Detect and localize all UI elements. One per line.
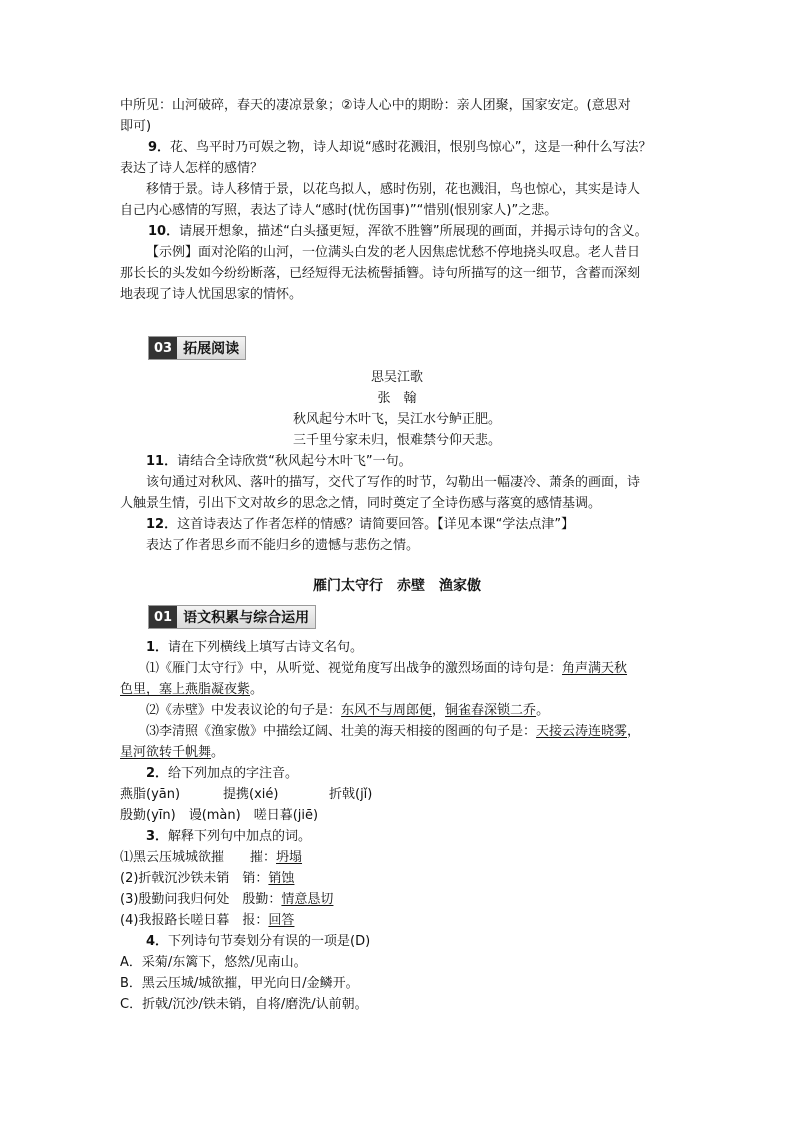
question-1-item-1-cont bbox=[120, 680, 263, 700]
option-a: A．采菊/东篱下，悠然/见南山。 bbox=[120, 955, 307, 970]
poem-line-1: 秋风起兮木叶飞，吴江水兮鲈正肥。 bbox=[292, 412, 501, 427]
answer-11-line-2: 人触景生情，引出下文对故乡的思念之情，同时奠定了全诗伤感与落寞的感情基调。 bbox=[120, 496, 602, 511]
answer-12: 表达了作者思乡而不能归乡的遗憾与悲伤之情。 bbox=[146, 538, 420, 553]
question-9-line-2: 表达了诗人怎样的感情？ bbox=[120, 161, 264, 176]
question-number: 2． bbox=[146, 766, 169, 781]
item-text: ⑶李清照《渔家傲》中描绘辽阔、壮美的海天相接的图画的句子是： bbox=[146, 724, 537, 739]
question-1-item-2 bbox=[146, 701, 549, 721]
item-text: (3)殷勤问我归何处 殷勤： bbox=[120, 892, 282, 907]
question-text: 请展开想象，描述“白头搔更短，浑欲不胜簪”所展现的画面，并揭示诗句的含义。 bbox=[179, 224, 648, 239]
question-1-item-3-cont bbox=[120, 743, 224, 763]
question-text: 解释下列句中加点的词。 bbox=[168, 829, 312, 844]
item-text: ⑵《赤壁》中发表议论的句子是： bbox=[146, 703, 342, 718]
question-3-item-1 bbox=[120, 848, 302, 868]
answer-11-line-1: 该句通过对秋风、落叶的描写，交代了写作的时节，勾勒出一幅凄冷、萧条的画面，诗 bbox=[146, 475, 641, 490]
question-text: 给下列加点的字注音。 bbox=[168, 766, 299, 781]
poem-author: 张 翰 bbox=[377, 391, 417, 406]
punctuation: 。 bbox=[250, 682, 264, 697]
question-3-item-2 bbox=[120, 869, 294, 889]
question-number: 4． bbox=[146, 934, 169, 949]
question-text: 这首诗表达了作者怎样的情感？请简要回答。【详见本课“学法点津”】 bbox=[177, 517, 575, 532]
answer-text: 色里，塞上燕脂凝夜紫 bbox=[120, 682, 251, 697]
section-number: 01 bbox=[149, 606, 177, 628]
punctuation: ， bbox=[627, 724, 641, 739]
punctuation: 。 bbox=[536, 703, 550, 718]
answer-10-line-3: 地表现了诗人忧国思家的情怀。 bbox=[120, 287, 303, 302]
answer-8-continued: 中所见：山河破碎，春天的凄凉景象；②诗人心中的期盼：亲人团聚，国家安定。(意思对 bbox=[120, 98, 631, 113]
question-3-item-4 bbox=[120, 911, 294, 931]
lesson-title: 雁门太守行 赤壁 渔家傲 bbox=[313, 578, 481, 594]
item-text: ⑴《雁门太守行》中，从听觉、视觉角度写出战争的激烈场面的诗句是： bbox=[146, 661, 563, 676]
question-2-row-1 bbox=[120, 785, 373, 805]
question-number: 10． bbox=[148, 224, 180, 239]
answer-9-line-2: 自己内心感情的写照，表达了诗人“感时(忧伤国事)”“惜别(恨别家人)”之悲。 bbox=[120, 203, 558, 218]
answer-text: 坍塌 bbox=[276, 850, 303, 865]
question-12 bbox=[146, 515, 574, 535]
poem-line-2: 三千里兮家未归，恨难禁兮仰天悲。 bbox=[292, 433, 501, 448]
section-01-header bbox=[148, 605, 316, 629]
question-text: 下列诗句节奏划分有误的一项是(D) bbox=[168, 934, 371, 949]
item-text: (2)折戟沉沙铁未销 销： bbox=[120, 871, 269, 886]
pinyin-item: 折戟(jǐ) bbox=[329, 787, 373, 802]
question-3-item-3 bbox=[120, 890, 333, 910]
question-number: 11． bbox=[146, 454, 178, 469]
answer-10-line-1: 【示例】面对沦陷的山河，一位满头白发的老人因焦虑忧愁不停地挠头叹息。老人昔日 bbox=[146, 245, 641, 260]
question-11 bbox=[146, 452, 412, 472]
pinyin-item: 燕脂(yān) bbox=[120, 787, 181, 802]
question-1-item-1 bbox=[146, 659, 627, 679]
question-3 bbox=[146, 827, 311, 847]
answer-text: 情意恳切 bbox=[281, 892, 334, 907]
section-title: 拓展阅读 bbox=[183, 341, 240, 357]
answer-text: 东风不与周郎便 bbox=[341, 703, 433, 718]
question-number: 9． bbox=[148, 140, 171, 155]
option-b: B．黑云压城/城欲摧，甲光向日/金鳞开。 bbox=[120, 976, 359, 991]
section-number: 03 bbox=[149, 337, 177, 359]
section-03-header bbox=[148, 336, 246, 360]
question-10 bbox=[148, 222, 648, 242]
punctuation: ， bbox=[432, 703, 446, 718]
question-number: 1． bbox=[146, 640, 169, 655]
question-4 bbox=[146, 932, 370, 952]
answer-8-continued-2: 即可) bbox=[120, 119, 152, 134]
question-1-item-3 bbox=[146, 722, 640, 742]
punctuation: 。 bbox=[211, 745, 225, 760]
question-text: 请结合全诗欣赏“秋风起兮木叶飞”一句。 bbox=[177, 454, 412, 469]
pinyin-item: 提携(xié) bbox=[223, 787, 279, 802]
section-title: 语文积累与综合运用 bbox=[183, 610, 310, 626]
question-text: 花、鸟平时乃可娱之物，诗人却说“感时花溅泪，恨别鸟惊心”，这是一种什么写法？ bbox=[170, 140, 652, 155]
answer-text: 销蚀 bbox=[268, 871, 295, 886]
answer-text: 回答 bbox=[268, 913, 295, 928]
question-number: 3． bbox=[146, 829, 169, 844]
option-c: C．折戟/沉沙/铁未销，自将/磨洗/认前朝。 bbox=[120, 997, 368, 1012]
question-2-row-2: 殷勤(yīn) 谩(màn) 嗟日暮(jiē) bbox=[120, 808, 319, 823]
answer-text: 天接云涛连晓雾 bbox=[536, 724, 628, 739]
answer-text: 角声满天秋 bbox=[562, 661, 628, 676]
question-number: 12． bbox=[146, 517, 178, 532]
question-9-line-1 bbox=[148, 138, 652, 158]
item-text: (4)我报路长嗟日暮 报： bbox=[120, 913, 269, 928]
question-2 bbox=[146, 764, 298, 784]
answer-text: 星河欲转千帆舞 bbox=[120, 745, 212, 760]
answer-9-line-1: 移情于景。诗人移情于景，以花鸟拟人，感时伤别，花也溅泪，鸟也惊心，其实是诗人 bbox=[146, 182, 641, 197]
item-text: ⑴黑云压城城欲摧 摧： bbox=[120, 850, 277, 865]
question-text: 请在下列横线上填写古诗文名句。 bbox=[168, 640, 364, 655]
answer-10-line-2: 那长长的头发如今纷纷断落，已经短得无法梳髻插簪。诗句所描写的这一细节，含蓄而深刻 bbox=[120, 266, 641, 281]
question-1 bbox=[146, 638, 363, 658]
answer-text: 铜雀春深锁二乔 bbox=[445, 703, 537, 718]
poem-title: 思吴江歌 bbox=[370, 370, 423, 385]
